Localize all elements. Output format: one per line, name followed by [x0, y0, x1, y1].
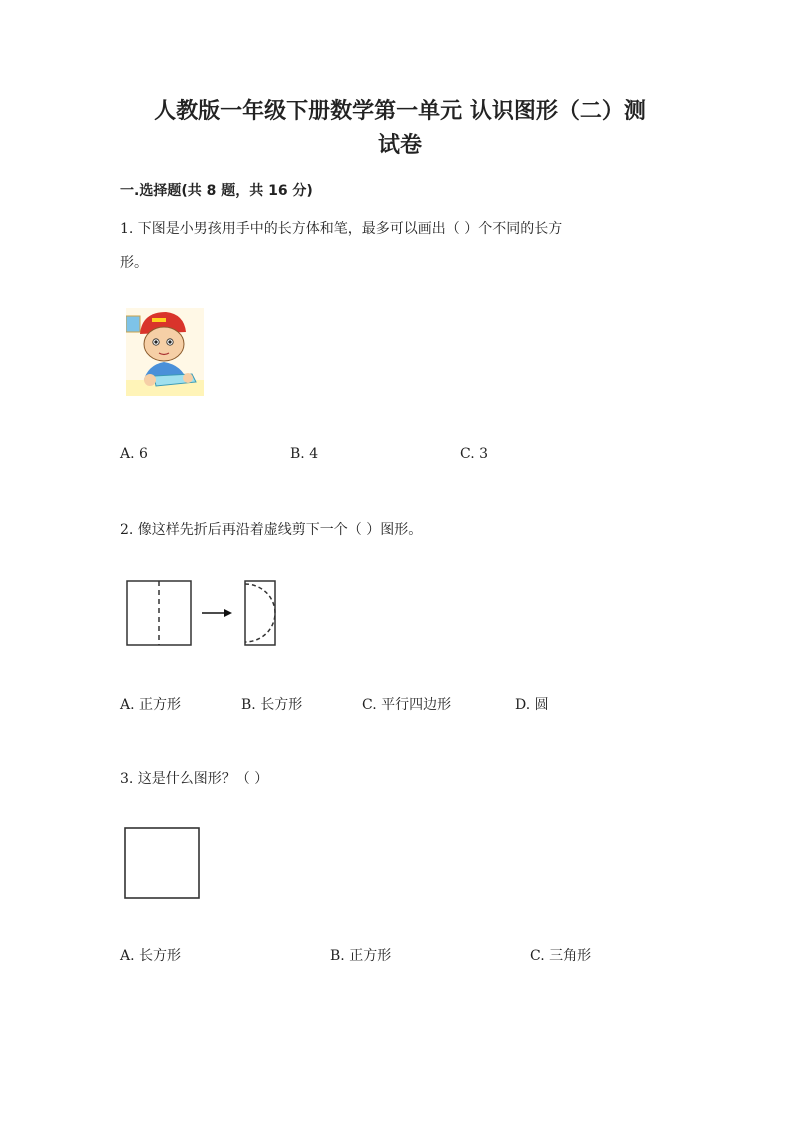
q2-option-a[interactable]: A. 正方形 — [120, 697, 182, 713]
page-title — [0, 95, 800, 163]
q3-option-a[interactable]: A. 长方形 — [120, 948, 182, 964]
fold-cut-diagram — [124, 578, 280, 650]
question-1-line-1: 1. 下图是小男孩用手中的长方体和笔，最多可以画出（ ）个不同的长方 — [120, 221, 563, 237]
square-figure — [123, 826, 203, 902]
question-2: 2. 像这样先折后再沿着虚线剪下一个（ ）图形。 — [120, 522, 423, 538]
boy-drawing-image — [126, 308, 204, 396]
q2-option-c[interactable]: C. 平行四边形 — [362, 697, 452, 713]
section-heading: 一.选择题(共 8 题，共 16 分) — [120, 183, 313, 199]
question-1 — [120, 212, 680, 280]
q2-option-b[interactable]: B. 长方形 — [241, 697, 303, 713]
question-1-line-2: 形。 — [120, 255, 148, 271]
q3-option-b[interactable]: B. 正方形 — [330, 948, 392, 964]
q3-option-c[interactable]: C. 三角形 — [530, 948, 592, 964]
q1-option-c[interactable]: C. 3 — [460, 446, 489, 462]
q2-option-d[interactable]: D. 圆 — [515, 697, 549, 713]
q1-option-a[interactable]: A. 6 — [120, 446, 148, 462]
title-line-1: 人教版一年级下册数学第一单元 认识图形（二）测 — [154, 99, 646, 124]
question-3: 3. 这是什么图形？（ ） — [120, 771, 269, 787]
title-line-2: 试卷 — [377, 133, 422, 158]
q1-option-b[interactable]: B. 4 — [290, 446, 319, 462]
